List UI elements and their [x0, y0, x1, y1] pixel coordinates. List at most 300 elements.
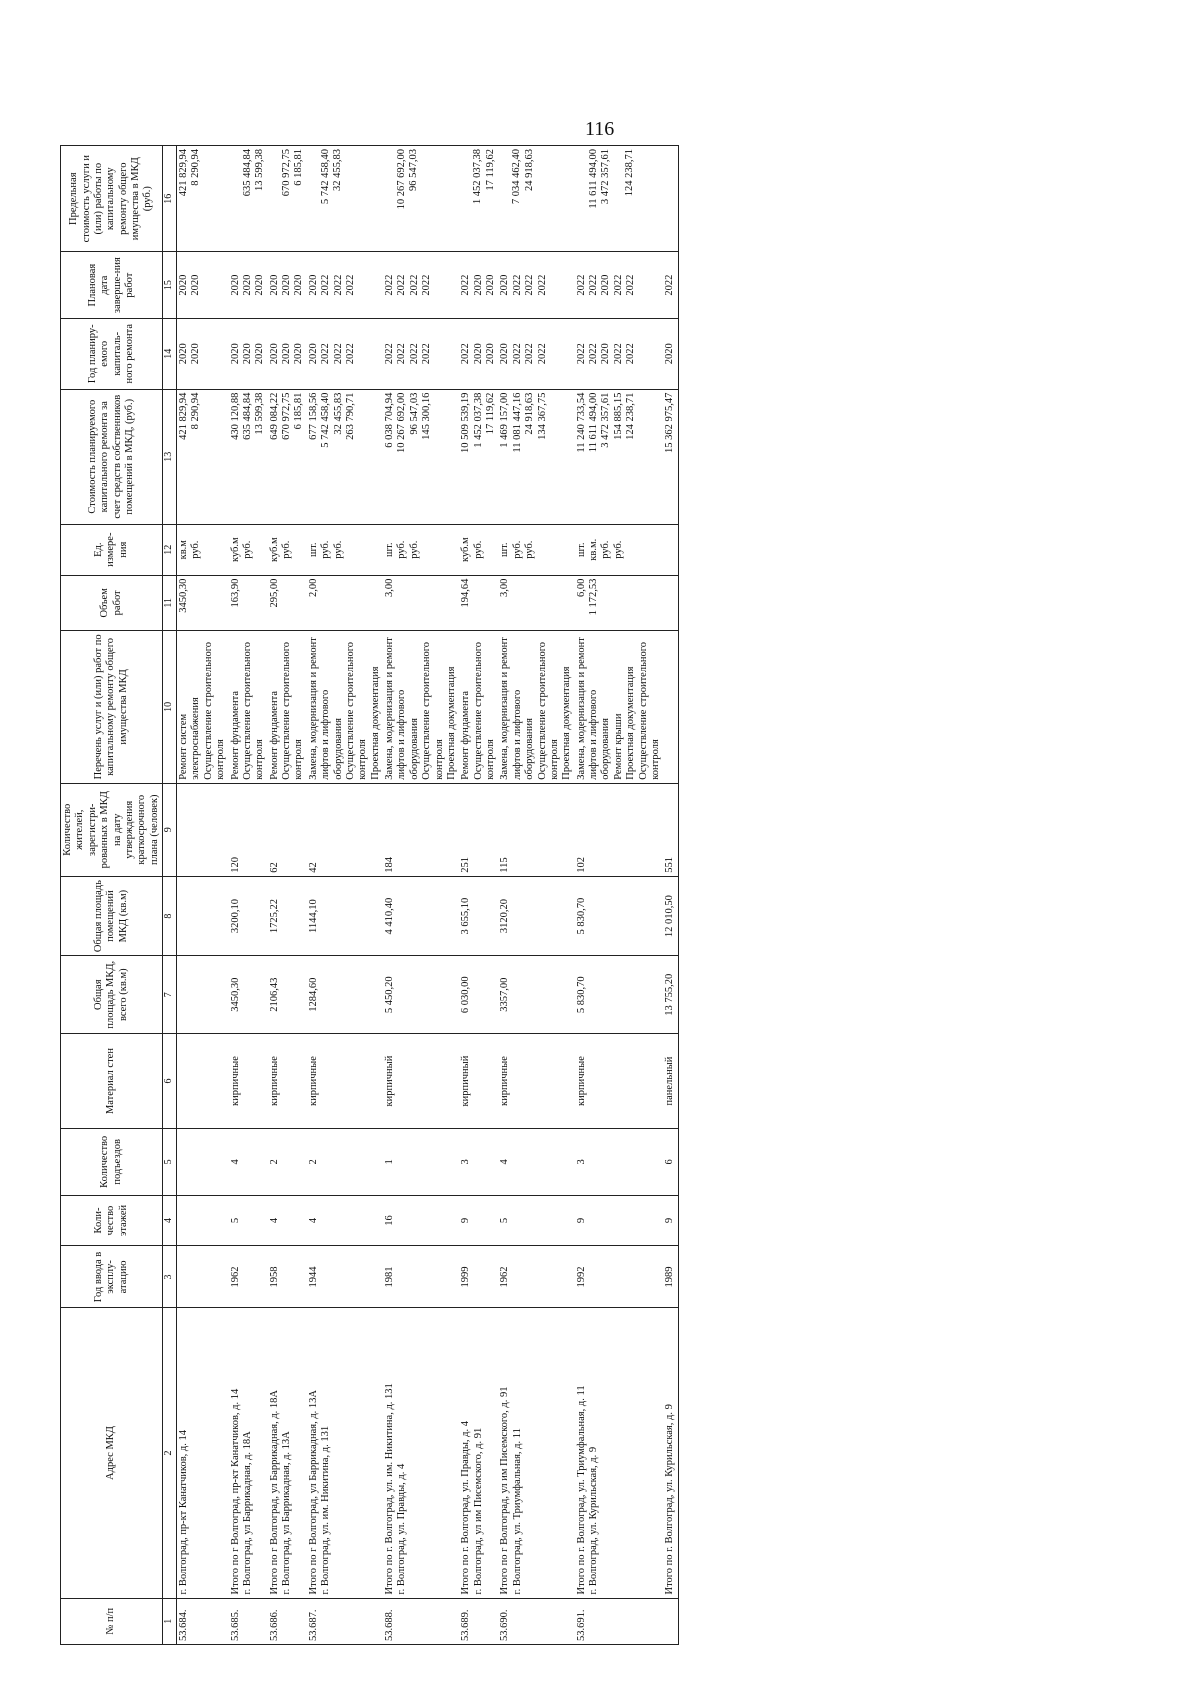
work-volume-line — [281, 579, 293, 627]
planned-year-line: 2022 — [612, 343, 624, 365]
year-built — [177, 1246, 229, 1308]
planned-cost — [229, 389, 268, 524]
work-unit-line: руб. — [396, 540, 408, 559]
column-number-12: 12 — [163, 524, 177, 575]
row-number: 53.685. — [229, 1598, 268, 1644]
work-volume — [177, 575, 229, 630]
planned-year-line: 2020 — [281, 343, 292, 365]
completion-date-line: 2022 — [396, 274, 408, 296]
wall-material — [177, 1033, 229, 1128]
work-volume-line — [396, 579, 408, 627]
year-built: 1992 — [575, 1246, 664, 1308]
planned-cost-line: 6 038 704,94 — [384, 392, 395, 448]
wall-material: кирпичный — [459, 1033, 498, 1128]
planned-year-line: 2022 — [524, 343, 536, 365]
works-list-line: Проектная документация — [561, 666, 573, 780]
column-header-5: Количество подъездов — [61, 1129, 163, 1195]
column-header-4: Коли-чество этажей — [61, 1195, 163, 1246]
residents: 551 — [663, 783, 678, 876]
residents: 120 — [229, 783, 268, 876]
column-number-6: 6 — [163, 1033, 177, 1128]
work-unit-line: руб. — [332, 540, 344, 559]
completion-date-line: 2020 — [281, 274, 292, 296]
completion-date-line: 2020 — [254, 274, 266, 296]
column-header-11: Объем работ — [61, 575, 163, 630]
works-list-line: Осуществление строительного контроля — [202, 641, 227, 780]
address-text: г. Волгоград, ул. Правды, д. 4 — [396, 1463, 408, 1595]
planned-year-line: 2022 — [460, 343, 472, 365]
work-volume-line: 163,90 — [229, 578, 241, 608]
column-number-1: 1 — [163, 1598, 177, 1644]
wall-material: кирпичные — [268, 1033, 307, 1128]
work-volume — [268, 575, 307, 630]
total-label: Итого по г Волгоград, ул им Писемского, д. 91 — [499, 1386, 511, 1595]
work-unit — [268, 524, 307, 575]
address-text: г. Волгоград, ул Баррикадная, д. 18А — [241, 1431, 253, 1595]
column-header-1: № п/п — [61, 1598, 163, 1644]
work-unit-line: куб.м — [229, 537, 241, 563]
cost-limit-line: 1 452 037,38 — [472, 149, 484, 205]
completion-date-line: 2022 — [320, 274, 332, 296]
address-cell — [229, 1308, 268, 1598]
works-list — [383, 631, 459, 784]
floors: 9 — [459, 1195, 498, 1246]
row-number: 53.689. — [459, 1598, 498, 1644]
completion-date-line: 2020 — [241, 274, 253, 296]
works-list-line: Замена, модернизация и ремонт лифтов и лифтового оборудования — [384, 637, 420, 780]
planned-cost-line: 15 362 975,47 — [664, 392, 676, 454]
wall-material: кирпичные — [575, 1033, 664, 1128]
column-number-11: 11 — [163, 575, 177, 630]
works-list-line: Замена, модернизация и ремонт лифтов и лифтового оборудования — [575, 637, 612, 780]
address-cell — [663, 1308, 678, 1598]
works-list-line: Проектная документация — [369, 666, 381, 780]
column-number-9: 9 — [163, 783, 177, 876]
column-header-12: Ед. измере-ния — [61, 524, 163, 575]
planned-year-line: 2020 — [499, 343, 511, 365]
column-header-14: Год планиру-емого капиталь-ного ремонта — [61, 318, 163, 389]
planned-cost-line: 3 472 357,61 — [600, 392, 612, 448]
work-volume-line — [473, 579, 485, 627]
column-number-7: 7 — [163, 956, 177, 1033]
works-list-line: Проектная документация — [625, 666, 637, 780]
cost-limit-line: 5 742 458,40 — [319, 149, 331, 205]
entrances: 1 — [383, 1129, 459, 1195]
total-area: 5 450,20 — [383, 956, 459, 1033]
premises-area: 4 410,40 — [383, 876, 459, 956]
address-cell — [498, 1308, 574, 1598]
table-row — [459, 146, 498, 1645]
cost-limit-line: 8 290,94 — [190, 149, 202, 186]
work-volume-line — [512, 579, 524, 627]
address-text: г. Волгоград, ул Баррикадная, д. 13А — [281, 1431, 292, 1595]
planned-year-line: 2020 — [178, 343, 189, 365]
completion-date-line: 2020 — [307, 274, 319, 296]
cost-limit — [459, 146, 498, 252]
floors: 4 — [268, 1195, 307, 1246]
work-unit — [229, 524, 268, 575]
work-unit-line: руб. — [281, 540, 292, 559]
wall-material: кирпичные — [498, 1033, 574, 1128]
planned-year — [268, 318, 307, 389]
work-volume-line — [332, 579, 344, 627]
completion-date-line: 2020 — [472, 274, 484, 296]
cost-limit-line: 11 611 494,00 — [587, 149, 599, 209]
work-volume-line: 194,64 — [460, 578, 472, 608]
address-cell — [575, 1308, 664, 1598]
planned-cost-line: 677 158,56 — [307, 392, 319, 440]
work-unit-line: шт. — [384, 542, 395, 557]
work-unit-line: куб.м — [460, 537, 472, 563]
cost-limit — [383, 146, 459, 252]
cost-limit-line: 7 034 462,40 — [511, 149, 523, 205]
planned-cost — [498, 389, 574, 524]
cost-limit-line: 124 238,71 — [624, 149, 636, 197]
residents: 184 — [383, 783, 459, 876]
planned-cost-line: 96 547,03 — [408, 392, 420, 435]
wall-material: кирпичные — [307, 1033, 383, 1128]
cost-limit-line: 17 119,62 — [484, 149, 496, 191]
works-list — [498, 631, 574, 784]
completion-date — [459, 252, 498, 318]
completion-date-line: 2022 — [421, 274, 433, 296]
work-unit-line: руб. — [511, 540, 523, 559]
planned-cost-line: 11 240 733,54 — [575, 392, 587, 453]
cost-limit-line: 13 599,38 — [253, 149, 265, 191]
floors: 16 — [383, 1195, 459, 1246]
works-list — [229, 631, 268, 784]
header-row — [61, 146, 163, 1645]
work-unit-line: руб. — [190, 540, 202, 559]
completion-date — [383, 252, 459, 318]
column-number-13: 13 — [163, 389, 177, 524]
row-number: 53.691. — [575, 1598, 664, 1644]
completion-date-line: 2022 — [664, 274, 676, 296]
work-unit-line: шт. — [307, 542, 319, 557]
planned-year-line: 2020 — [485, 343, 496, 365]
total-label: Итого по г. Волгоград, ул. им. Никитина, д. 131 — [384, 1383, 395, 1595]
works-list — [268, 631, 307, 784]
column-number-5: 5 — [163, 1129, 177, 1195]
planned-cost — [575, 389, 664, 524]
completion-date-line: 2020 — [600, 274, 612, 296]
column-header-6: Материал стен — [61, 1033, 163, 1128]
work-unit-line: руб. — [472, 540, 484, 559]
works-list — [459, 631, 498, 784]
planned-year-line: 2020 — [307, 343, 319, 365]
completion-date-line: 2020 — [268, 274, 280, 296]
planned-cost — [268, 389, 307, 524]
address-text: г. Волгоград, ул им Писемского, д. 91 — [472, 1427, 484, 1595]
completion-date — [229, 252, 268, 318]
total-area — [177, 956, 229, 1033]
work-volume-line — [408, 579, 420, 627]
planned-cost-line: 24 918,63 — [524, 392, 536, 435]
residents: 251 — [459, 783, 498, 876]
planned-year — [459, 318, 498, 389]
works-list — [307, 631, 383, 784]
planned-cost-line: 430 120,88 — [229, 392, 241, 440]
total-label: Итого по г Волгоград, пр-кт Канатчиков, д. 14 — [229, 1388, 241, 1595]
planned-year-line: 2022 — [396, 343, 408, 365]
work-unit-line: руб. — [524, 540, 536, 559]
planned-cost-line: 10 267 692,00 — [396, 392, 408, 454]
cost-limit-line — [664, 149, 676, 248]
entrances: 3 — [459, 1129, 498, 1195]
cost-limit — [229, 146, 268, 252]
planned-year-line: 2022 — [536, 343, 548, 365]
planned-cost-line: 11 611 494,00 — [588, 392, 599, 453]
cost-limit-line — [536, 149, 548, 248]
work-volume-line — [600, 579, 612, 627]
column-number-15: 15 — [163, 252, 177, 318]
work-volume — [307, 575, 383, 630]
planned-cost-line: 154 885,15 — [612, 392, 624, 440]
column-header-7: Общая площадь МКД, всего (кв.м) — [61, 956, 163, 1033]
table-row — [229, 146, 268, 1645]
completion-date-line: 2022 — [511, 274, 523, 296]
works-list-line: Ремонт фундамента — [460, 690, 472, 780]
table-row — [307, 146, 383, 1645]
entrances: 4 — [229, 1129, 268, 1195]
works-list-line: Осуществление строительного контроля — [637, 641, 661, 780]
planned-year-line: 2022 — [575, 343, 587, 365]
completion-date-line: 2022 — [332, 274, 344, 296]
total-label: Итого по г Волгоград, ул Баррикадная, д. 18А — [268, 1389, 280, 1595]
planned-year — [229, 318, 268, 389]
residents: 115 — [498, 783, 574, 876]
planned-year — [383, 318, 459, 389]
planned-cost-line: 13 599,38 — [254, 392, 266, 435]
work-volume-line — [524, 579, 536, 627]
premises-area: 3200,10 — [229, 876, 268, 956]
planned-year-line: 2022 — [332, 343, 344, 365]
cost-limit — [177, 146, 229, 252]
planned-cost-line: 263 790,71 — [344, 392, 356, 440]
planned-year-line: 2020 — [229, 343, 241, 365]
completion-date-line: 2022 — [625, 274, 637, 296]
row-number: 53.686. — [268, 1598, 307, 1644]
address-text: г. Волгоград, ул. им. Никитина, д. 131 — [320, 1425, 332, 1595]
planned-year-line: 2022 — [511, 343, 523, 365]
planned-cost-line: 6 185,81 — [293, 392, 305, 430]
address-cell — [268, 1308, 307, 1598]
total-label: Итого по г Волгоград, ул Баррикадная, д. 13А — [307, 1389, 319, 1595]
planned-year-line: 2020 — [268, 343, 280, 365]
work-volume — [663, 575, 678, 630]
planned-cost — [663, 389, 678, 524]
total-area: 5 830,70 — [575, 956, 664, 1033]
address-text: г. Волгоград, ул. Курильская, д. 9 — [588, 1446, 599, 1595]
planned-year-line: 2022 — [421, 343, 433, 365]
entrances — [177, 1129, 229, 1195]
completion-date-line: 2022 — [524, 274, 536, 296]
works-list-line: Осуществление строительного контроля — [344, 641, 369, 780]
repair-plan-table — [60, 145, 679, 1645]
cost-limit-line — [612, 149, 624, 248]
completion-date-line: 2020 — [229, 274, 241, 296]
cost-limit-line — [499, 149, 511, 248]
wall-material: кирпичные — [229, 1033, 268, 1128]
floors: 4 — [307, 1195, 383, 1246]
residents: 42 — [307, 783, 383, 876]
planned-cost-line: 11 081 447,16 — [511, 392, 523, 453]
planned-cost-line: 134 367,75 — [536, 392, 548, 440]
completion-date — [268, 252, 307, 318]
floors: 5 — [229, 1195, 268, 1246]
works-list-line: Осуществление строительного контроля — [472, 641, 496, 780]
total-label: Итого по г. Волгоград, ул. Триумфальная, д. 11 — [575, 1385, 587, 1595]
work-volume-line: 295,00 — [268, 578, 280, 608]
work-volume-line — [612, 579, 624, 627]
entrances: 6 — [663, 1129, 678, 1195]
work-unit — [383, 524, 459, 575]
work-volume — [498, 575, 574, 630]
planned-cost — [307, 389, 383, 524]
work-unit — [575, 524, 664, 575]
column-header-13: Стоимость планируемого капитального ремонта за счет средств собственников помещений в МКД, (руб.) — [61, 389, 163, 524]
work-volume-line: 1 172,53 — [588, 578, 599, 616]
column-header-2: Адрес МКД — [61, 1308, 163, 1598]
planned-cost-line: 670 972,75 — [281, 392, 292, 440]
work-unit-line: руб. — [408, 540, 420, 559]
cost-limit-line — [269, 149, 281, 248]
address-cell — [383, 1308, 459, 1598]
total-label: Итого по г. Волгоград, ул. Правды, д. 4 — [460, 1421, 472, 1595]
column-header-10: Перечень услуг и (или) работ по капитальному ремонту общего имущества МКД — [61, 631, 163, 784]
completion-date-line: 2020 — [293, 274, 305, 296]
planned-year-line: 2020 — [472, 343, 484, 365]
planned-cost-line: 124 238,71 — [625, 392, 637, 440]
works-list-line: Осуществление строительного контроля — [536, 641, 560, 780]
table-sheet — [60, 145, 1110, 1645]
premises-area: 5 830,70 — [575, 876, 664, 956]
cost-limit — [268, 146, 307, 252]
address-cell — [459, 1308, 498, 1598]
table-row — [663, 146, 678, 1645]
planned-cost — [177, 389, 229, 524]
completion-date-line: 2020 — [485, 274, 496, 296]
planned-cost-line: 145 300,16 — [421, 392, 433, 440]
column-header-3: Год ввода в эксплу-атацию — [61, 1246, 163, 1308]
work-volume — [383, 575, 459, 630]
completion-date-line: 2022 — [344, 274, 356, 296]
premises-area: 3 655,10 — [459, 876, 498, 956]
cost-limit-line: 10 267 692,00 — [396, 149, 407, 210]
cost-limit-line: 421 829,94 — [178, 149, 189, 197]
completion-date — [575, 252, 664, 318]
completion-date-line: 2022 — [460, 274, 472, 296]
work-unit-line: кв.м. — [588, 538, 599, 561]
cost-limit-line: 670 972,75 — [280, 149, 292, 197]
work-unit — [498, 524, 574, 575]
work-unit-line: шт. — [575, 542, 587, 557]
work-unit-line: шт. — [499, 542, 511, 557]
floors: 9 — [575, 1195, 664, 1246]
total-area: 3450,30 — [229, 956, 268, 1033]
cost-limit-line — [308, 149, 320, 248]
planned-year-line: 2020 — [241, 343, 253, 365]
column-number-8: 8 — [163, 876, 177, 956]
completion-date — [307, 252, 383, 318]
planned-cost-line: 32 455,83 — [332, 392, 344, 435]
cost-limit — [307, 146, 383, 252]
works-list-line: Проектная документация — [445, 666, 457, 780]
planned-year-line: 2022 — [344, 343, 356, 365]
works-list-line: Осуществление строительного контроля — [281, 641, 305, 780]
premises-area: 12 010,50 — [663, 876, 678, 956]
cost-limit-line: 3 472 357,61 — [600, 149, 611, 205]
premises-area: 1144,10 — [307, 876, 383, 956]
residents — [177, 783, 229, 876]
cost-limit — [498, 146, 574, 252]
completion-date-line: 2022 — [575, 274, 587, 296]
planned-year — [575, 318, 664, 389]
address-cell — [177, 1308, 229, 1598]
work-unit — [177, 524, 229, 575]
total-area: 1284,60 — [307, 956, 383, 1033]
works-list-line: Осуществление строительного контроля — [421, 641, 445, 780]
work-volume-line — [320, 579, 332, 627]
entrances: 2 — [307, 1129, 383, 1195]
year-built: 1962 — [229, 1246, 268, 1308]
planned-cost-line: 8 290,94 — [190, 392, 202, 430]
completion-date-line: 2022 — [408, 274, 420, 296]
premises-area: 3120,20 — [498, 876, 574, 956]
table-row — [383, 146, 459, 1645]
completion-date-line: 2022 — [384, 274, 395, 296]
cost-limit — [663, 146, 678, 252]
planned-cost-line: 17 119,62 — [485, 392, 496, 435]
cost-limit-line — [460, 149, 472, 248]
works-list-line: Ремонт крыши — [612, 713, 624, 780]
planned-year-line: 2020 — [254, 343, 266, 365]
works-list-line: Ремонт систем электроснабжения — [178, 697, 202, 780]
planned-year-line: 2020 — [190, 343, 202, 365]
cost-limit-line — [576, 149, 588, 248]
year-built: 1981 — [383, 1246, 459, 1308]
wall-material: панельный — [663, 1033, 678, 1128]
column-number-10: 10 — [163, 631, 177, 784]
works-list — [663, 631, 678, 784]
work-unit-line: руб. — [612, 540, 624, 559]
cost-limit-line — [421, 149, 433, 248]
works-list-line: Ремонт фундамента — [229, 690, 241, 780]
planned-year — [177, 318, 229, 389]
work-volume-line: 3,00 — [384, 578, 395, 598]
work-volume-line: 6,00 — [575, 578, 587, 598]
works-list-line: Замена, модернизация и ремонт лифтов и лифтового оборудования — [499, 637, 536, 780]
year-built: 1944 — [307, 1246, 383, 1308]
planned-year — [307, 318, 383, 389]
work-unit — [307, 524, 383, 575]
column-header-15: Плановая дата заверше-ния работ — [61, 252, 163, 318]
premises-area: 1725,22 — [268, 876, 307, 956]
work-unit — [459, 524, 498, 575]
work-volume — [575, 575, 664, 630]
residents: 102 — [575, 783, 664, 876]
works-list-line: Замена, модернизация и ремонт лифтов и лифтового оборудования — [307, 637, 344, 780]
year-built: 1958 — [268, 1246, 307, 1308]
address-cell — [307, 1308, 383, 1598]
work-volume-line: 2,00 — [307, 578, 319, 598]
cost-limit-line: 32 455,83 — [332, 149, 344, 191]
works-list — [575, 631, 664, 784]
column-number-2: 2 — [163, 1308, 177, 1598]
planned-year-line: 2022 — [588, 343, 599, 365]
column-number-3: 3 — [163, 1246, 177, 1308]
planned-cost-line: 5 742 458,40 — [320, 392, 332, 448]
